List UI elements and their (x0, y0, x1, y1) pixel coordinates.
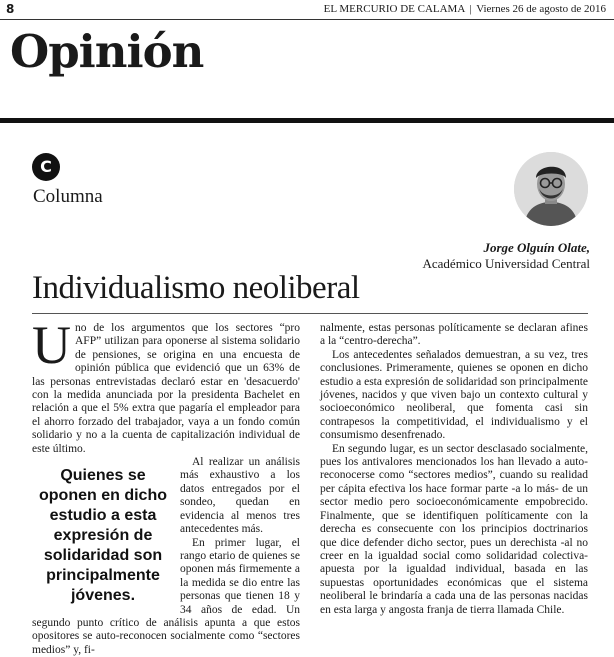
pull-quote: Quienes se oponen en dicho estudio a esta expresión de solidaridad son principalmente jóvenes. (38, 466, 168, 606)
author-portrait-icon (514, 152, 588, 226)
article-paragraph: no de los argumentos que los sectores “pro AFP” utilizan para oponerse al sistema solidario de pensiones, se origina en una encuesta de opinión pública que evidenció que un 63% de las personas entrevistadas declaró estar en 'desacuerdo' con la medida anunciada por la presidenta Bachelet en relación a que el 5% extra que pagaría el empleador para el ahorro forzado del trabajador, vaya a un fondo común solidario y no a la cuenta de capitalización individual de este último. (32, 322, 300, 456)
author-photo (514, 152, 588, 226)
column-badge-icon: C (32, 153, 60, 181)
drop-cap: U (32, 324, 71, 366)
issue-date: Viernes 26 de agosto de 2016 (476, 3, 606, 15)
masthead (324, 3, 606, 15)
top-divider (0, 19, 614, 20)
article-headline: Individualismo neoliberal (32, 268, 360, 308)
article-paragraph: nalmente, estas personas políticamente se declaran afines a la “centro-derecha”. (320, 322, 588, 349)
column-label: Columna (33, 186, 103, 208)
headline-divider (32, 313, 588, 314)
section-divider (0, 118, 614, 123)
article-column-right (320, 322, 588, 617)
article-paragraph: En segundo lugar, es un sector desclasado socialmente, pues los antivalores mencionados los han llevado a auto-reconocerse como “sectores medios”, cuando su realidad per cápita efectiva los hace formar parte -a lo más- de un sector medio pero socioeconómicamente empobrecido. Finalmente, que se identifiquen políticamente con la derecha es consecuente con los principios doctrinarios que dice defender dicho sector, pues un derechista -al no creer en la igualdad social como solidaridad colectiva- apuesta por la igualdad individual, basada en las supuestas oportunidades económicas que el sistema neoliberal le brindaría a cada una de las personas nacidas en esta larga y angosta franja de tierra llamada Chile. (320, 443, 588, 617)
page-number: 8 (6, 2, 14, 16)
author-name: Jorge Olguín Olate, (483, 240, 590, 256)
masthead-separator: | (469, 3, 471, 15)
article-paragraph: Al realizar un análisis más exhaustivo a los datos entregados por el sondeo, quedan en evidencia al menos tres antecedentes más. (32, 456, 300, 536)
author-role: Académico Universidad Central (423, 256, 591, 272)
article-paragraph: Los antecedentes señalados demuestran, a su vez, tres conclusiones. Primeramente, quienes se oponen en dicho estudio a esta expresión de solidaridad son principalmente jóvenes, nacidos y que viven bajo un contexto cultural y socioeconómico neoliberal, que fomenta casi sin contrapesos la competitividad, el individualismo y el consumismo desenfrenado. (320, 349, 588, 443)
article-paragraph: En primer lugar, el rango etario de quienes se oponen más firmemente a la medida se dio entre las personas que tienen 18 y 34 años de edad. Un segundo punto crítico de análisis apunta a que estos opositores se auto-reconocen socialmente como “sectores medios” y, fi- (32, 537, 300, 657)
newspaper-name: EL MERCURIO DE CALAMA (324, 3, 465, 15)
section-title: Opinión (10, 22, 203, 82)
article-column-left (32, 322, 300, 622)
